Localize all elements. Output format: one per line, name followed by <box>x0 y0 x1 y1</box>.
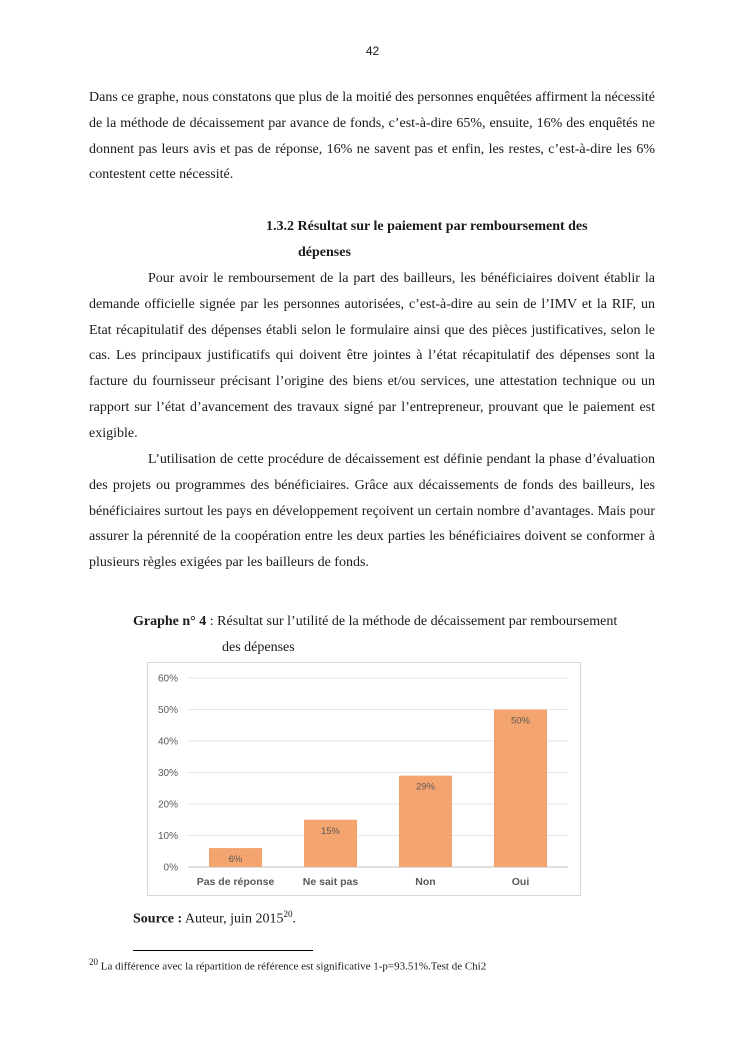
data-label: 15% <box>320 825 341 837</box>
x-tick-label: Ne sait pas <box>302 876 359 888</box>
source-footnote-ref: 20 <box>283 909 293 919</box>
source-line <box>133 909 296 928</box>
bar <box>494 710 547 868</box>
data-label: 29% <box>415 781 436 793</box>
paragraph-intro: Dans ce graphe, nous constatons que plus de la moitié des personnes enquêtées affirment la nécessité de la méthode de décaissement par avance de fonds, c’est-à-dire 65%, ensuite, 16% des enquêtés ne donnent pas leurs avis et pas de réponse, 16% ne savent pas et enfin, les restes, c’est-à-dire les 6% contestent cette nécessité. <box>89 90 655 183</box>
x-tick-label: Non <box>415 876 436 888</box>
y-tick-label: 60% <box>157 673 178 685</box>
footnote-text: La différence avec la répartition de référence est significative 1-p=93.51%.Test de Chi2 <box>98 960 487 973</box>
section-heading <box>266 214 646 266</box>
source-label: Source : <box>133 911 183 927</box>
y-tick-label: 10% <box>157 831 178 842</box>
figure-caption-line2: des dépenses <box>222 639 295 655</box>
section-heading-line1: 1.3.2 Résultat sur le paiement par remboursement des <box>266 219 588 234</box>
x-tick-label: Pas de réponse <box>196 876 275 888</box>
y-tick-label: 40% <box>157 736 178 748</box>
source-end: . <box>292 911 296 927</box>
y-tick-label: 0% <box>163 862 178 874</box>
x-tick-label: Oui <box>511 876 530 888</box>
y-tick-label: 20% <box>157 799 178 811</box>
paragraph-procedure: L’utilisation de cette procédure de décaissement est définie pendant la phase d’évaluation des projets ou programmes des bénéficiaires. Grâce aux décaissements de fonds des bailleurs, les bénéficiaires surtout les pays en développement reçoivent un certain nombre d’avantages. Mais pour assurer la pérennité de la coopération entre les deux parties les bénéficiaires doivent se conformer à plusieurs règles exigées par les bailleurs de fonds. <box>89 452 655 571</box>
figure-sep: : <box>206 614 218 629</box>
footnote <box>89 957 486 973</box>
section-heading-line2: dépenses <box>298 244 351 260</box>
y-tick-label: 30% <box>157 768 178 779</box>
data-label: 50% <box>510 715 531 727</box>
figure-caption <box>133 609 655 661</box>
footnote-number: 20 <box>89 957 98 967</box>
chart-svg <box>148 663 580 895</box>
figure-caption-line1: Résultat sur l’utilité de la méthode de décaissement par remboursement <box>217 614 618 629</box>
bar-chart <box>147 662 581 896</box>
data-label: 6% <box>228 854 243 866</box>
source-text: Auteur, juin 2015 <box>182 911 284 927</box>
footnote-divider <box>133 950 313 951</box>
y-tick-label: 50% <box>157 705 178 716</box>
paragraph-remboursement: Pour avoir le remboursement de la part des bailleurs, les bénéficiaires doivent établir la demande officielle signée par les personnes autorisées, c’est-à-dire au sein de l’IMV et la RIF, un Etat récapitulatif des dépenses établi selon le formulaire ainsi que des pièces justificatives, selon le cas. Les principaux justificatifs qui doivent être jointes à l’état récapitulatif des dépenses sont la facture du fournisseur précisant l’origine des biens et/ou services, une attestation technique ou un rapport sur l’état d’avancement des travaux signé par l’entrepreneur, prouvant que le paiement est exigible. <box>89 271 655 441</box>
page-number: 42 <box>365 44 380 58</box>
figure-label: Graphe n° 4 <box>133 614 207 629</box>
